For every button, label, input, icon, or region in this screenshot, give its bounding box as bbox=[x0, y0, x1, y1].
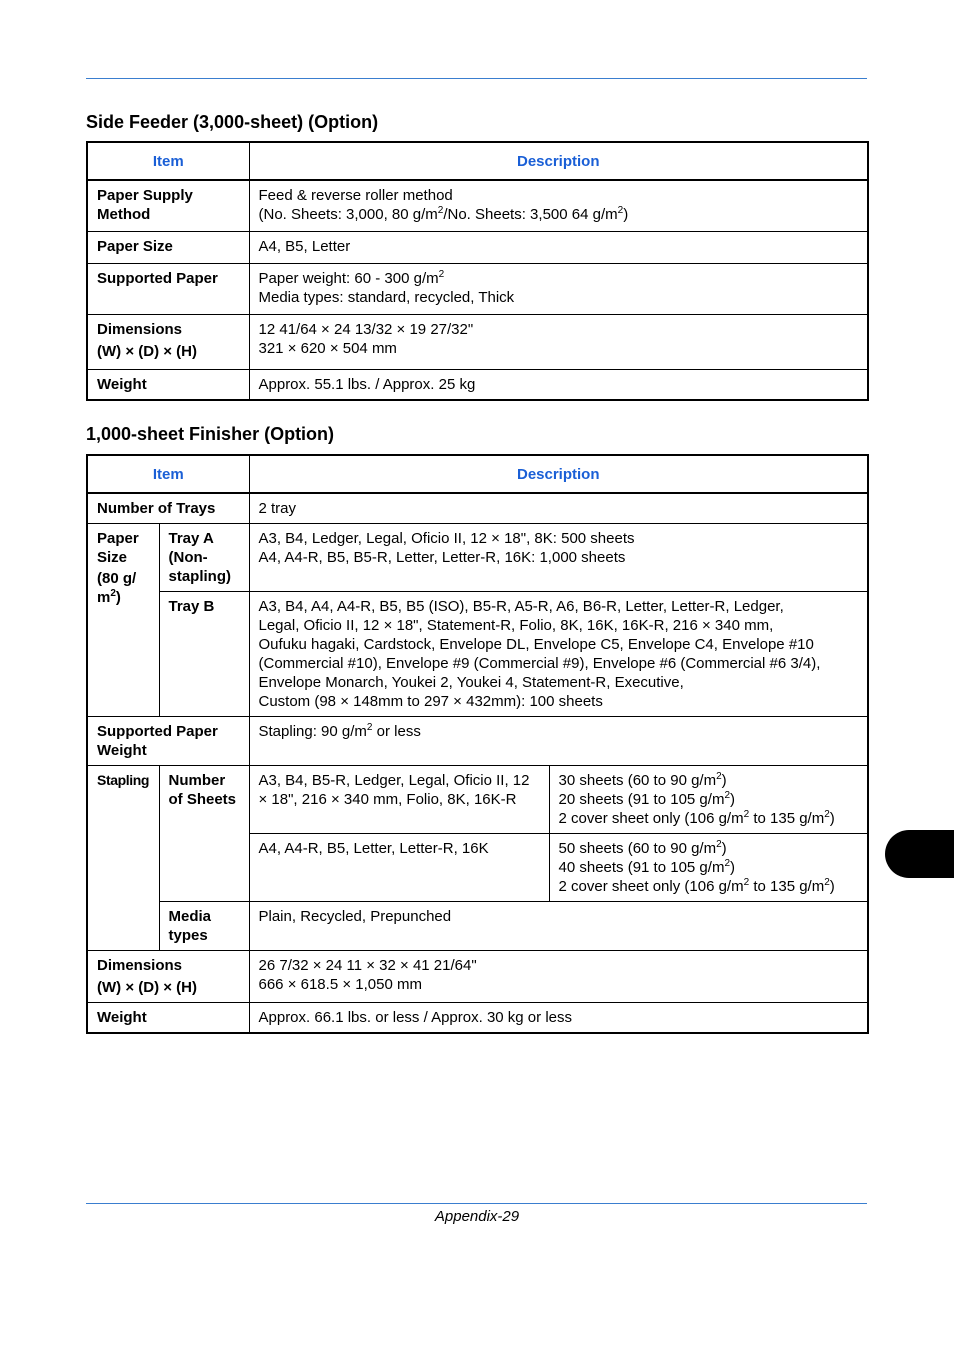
table-row bbox=[87, 902, 868, 951]
row-label-supported-paper: Supported Paper bbox=[87, 263, 249, 314]
table-row bbox=[87, 717, 868, 766]
finisher-title: 1,000-sheet Finisher (Option) bbox=[86, 424, 335, 444]
row-value-tray-b: A3, B4, A4, A4-R, B5, B5 (ISO), B5-R, A5-R, A6, B6-R, Letter, Letter-R, Ledger, Legal, Oficio II, 12 × 18", Statement-R, Folio, 8K, 16K, 16K-R, 216 × 340 mm, Oufuku hagaki, Cardstock, Envelope DL, Envelope C5, Envelope C4, Envelope #10 (Commercial #10), Envelope #9 (Commercial #9), Envelope #6 (Commercial #6 3/4), Envelope Monarch, Youkei 2, Youkei 4, Statement-R, Executive, Custom (98 × 148mm to 297 × 432mm): 100 sheets bbox=[249, 592, 868, 717]
table-header-row bbox=[87, 142, 868, 180]
row-value-weight: Approx. 66.1 lbs. or less / Approx. 30 kg or less bbox=[249, 1003, 868, 1034]
side-feeder-title: Side Feeder (3,000-sheet) (Option) bbox=[86, 112, 379, 132]
row-label-weight: Weight bbox=[87, 369, 249, 400]
row-value-dimensions: 26 7/32 × 24 11 × 32 × 41 21/64" 666 × 618.5 × 1,050 mm bbox=[249, 951, 868, 1003]
row-value-paper-size: A4, B5, Letter bbox=[249, 231, 868, 263]
row-value-supported-weight: Stapling: 90 $g/m^2$ or less bbox=[249, 717, 868, 766]
row-value-media-types: Plain, Recycled, Prepunched bbox=[249, 902, 868, 951]
table-row bbox=[87, 263, 868, 314]
table-row bbox=[87, 493, 868, 524]
table-row bbox=[87, 231, 868, 263]
table-header-row bbox=[87, 455, 868, 493]
row-value-sizes-group-1: A3, B4, B5-R, Ledger, Legal, Oficio II, 12 × 18", 216 × 340 mm, Folio, 8K, 16K-R bbox=[249, 766, 549, 834]
finisher-spec-table bbox=[86, 454, 869, 1034]
description-column-header: Description bbox=[249, 455, 868, 493]
row-value-sizes-group-2: A4, A4-R, B5, Letter, Letter-R, 16K bbox=[249, 834, 549, 902]
row-label-tray-b: Tray B bbox=[159, 592, 249, 717]
header-rule bbox=[86, 78, 867, 79]
row-value-weight: Approx. 55.1 lbs. / Approx. 25 kg bbox=[249, 369, 868, 400]
table-row bbox=[87, 951, 868, 1003]
item-column-header: Item bbox=[87, 455, 249, 493]
side-feeder-spec-table bbox=[86, 141, 869, 401]
row-label-tray-a: Tray A (Non-stapling) bbox=[159, 524, 249, 592]
row-label-dimensions: Dimensions (W) × (D) × (H) bbox=[87, 951, 249, 1003]
table-row bbox=[87, 592, 868, 717]
footer-rule bbox=[86, 1203, 867, 1204]
table-row bbox=[87, 314, 868, 369]
table-row bbox=[87, 369, 868, 400]
row-label-dimensions: Dimensions (W) × (D) × (H) bbox=[87, 314, 249, 369]
row-value-paper-supply: Feed & reverse roller method (No. Sheets: 3,000, 80 $g/m^2/No$. Sheets: 3,500 64 $g/m^2$) bbox=[249, 180, 868, 231]
row-label-paper-supply: Paper Supply Method bbox=[87, 180, 249, 231]
table-row bbox=[87, 766, 868, 834]
item-column-header: Item bbox=[87, 142, 249, 180]
chapter-tab bbox=[885, 830, 954, 878]
table-row bbox=[87, 180, 868, 231]
row-label-number-of-trays: Number of Trays bbox=[87, 493, 249, 524]
row-value-number-of-trays: 2 tray bbox=[249, 493, 868, 524]
row-value-supported-paper: Paper weight: 60 - 300 $g/m^2$ Media types: standard, recycled, Thick bbox=[249, 263, 868, 314]
row-label-media-types: Media types bbox=[159, 902, 249, 951]
row-value-sheets-group-2: 50 sheets (60 to 90 $g/m^2$) 40 sheets (91 to 105 $g/m^2$) 2 cover sheet only (106 $g/m^2$ to 135 $g/m^2$) bbox=[549, 834, 868, 902]
row-label-number-of-sheets: Number of Sheets bbox=[159, 766, 249, 902]
table-row bbox=[87, 1003, 868, 1034]
row-label-paper-size: Paper Size (80 g/ $m^2$) bbox=[87, 524, 159, 717]
description-column-header: Description bbox=[249, 142, 868, 180]
page-number: Appendix-29 bbox=[434, 1208, 520, 1225]
row-label-stapling: Stapling bbox=[87, 766, 159, 951]
row-label-weight: Weight bbox=[87, 1003, 249, 1034]
row-label-paper-size: Paper Size bbox=[87, 231, 249, 263]
row-value-tray-a: A3, B4, Ledger, Legal, Oficio II, 12 × 18", 8K: 500 sheets A4, A4-R, B5, B5-R, Letter, Letter-R, 16K: 1,000 sheets bbox=[249, 524, 868, 592]
row-value-sheets-group-1: 30 sheets (60 to 90 $g/m^2$) 20 sheets (91 to 105 $g/m^2$) 2 cover sheet only (106 $g/m^2$ to 135 $g/m^2$) bbox=[549, 766, 868, 834]
row-label-supported-weight: Supported Paper Weight bbox=[87, 717, 249, 766]
table-row bbox=[87, 524, 868, 592]
row-value-dimensions: 12 41/64 × 24 13/32 × 19 27/32" 321 × 620 × 504 mm bbox=[249, 314, 868, 369]
